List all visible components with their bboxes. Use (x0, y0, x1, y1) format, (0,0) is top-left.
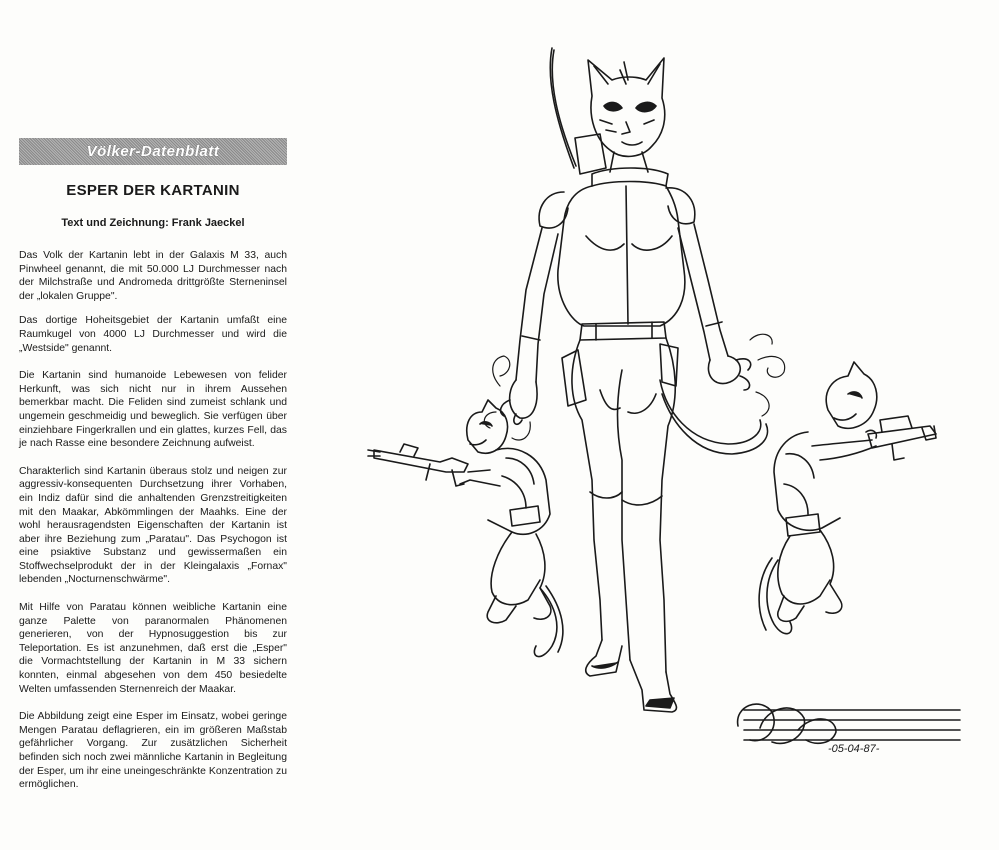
article-column (19, 138, 287, 792)
paragraph-6: Die Abbildung zeigt eine Esper im Einsatz, wobei geringe Mengen Paratau deflagrieren, ein im größeren Maßstab gefährlicher Vorgang. Zur zusätzlichen Sicherheit befinden sich noch zwei männliche Kartanin in Begleitung der Esper, um ihr eine uneingeschränkte Konzentration zu ermöglichen. (19, 711, 287, 791)
paratau-wisps (484, 334, 784, 440)
signature-date: -05-04-87- (828, 743, 880, 755)
escort-right-figure (759, 362, 936, 634)
paragraph-5: Mit Hilfe von Paratau können weibliche Kartanin eine ganze Palette von paranormalen Phänomenen generieren, von der Hypnosuggestion bis zur Teleportation. Es ist anzunehmen, daß erst die „Esper" die Vormachtstellung der Kartanin in M 33 sichern konnten, einmal abgesehen von dem 450 besiedelte Welten umfassenden Sternenreich der Maakar. (19, 602, 287, 695)
kartanin-illustration (360, 40, 990, 830)
paragraph-3: Die Kartanin sind humanoide Lebewesen von felider Herkunft, was sich nicht nur in ihrem Aussehen bemerkbar macht. Die Feliden sind zumeist schlank und ungemein geschmeidig und beweglich. Sie verfügen über einziehbare Fingerkrallen und ein glattes, kurzes Fell, das je nach Rasse eine besondere Zeichnung aufweist. (19, 370, 287, 450)
paragraph-4: Charakterlich sind Kartanin überaus stolz und neigen zur aggressiv-konsequenten Durchsetzung ihrer Vorhaben, ein Indiz dafür sind die anhaltenden Grenzstreitigkeiten mit den Maakar, Abkömmlingen der Maahks. Eine der wohl herausragendsten Eigenschaften der Kartanin ist aber ihre Beziehung zum „Paratau". Das Psychogon ist eine psiaktive Substanz und gewissermaßen ein Stoffwechselprodukt der in der Kleingalaxis „Fornax" lebenden „Nocturnenschwärme". (19, 465, 287, 586)
article-credits: Text und Zeichnung: Frank Jaeckel (61, 217, 245, 229)
banner-label: Völker-Datenblatt (86, 143, 220, 160)
section-banner (19, 138, 287, 165)
paragraph-2: Das dortige Hoheitsgebiet der Kartanin umfaßt eine Raumkugel von 4000 LJ Durchmesser und wird die „Westside" genannt. (19, 315, 287, 354)
escort-left-figure (368, 400, 563, 657)
artist-signature (738, 704, 960, 743)
article-title: ESPER DER KARTANIN (66, 182, 240, 199)
paragraph-1: Das Volk der Kartanin lebt in der Galaxis M 33, auch Pinwheel genannt, die mit 50.000 LJ Durchmesser nach der Milchstraße und Andromeda drittgrößte Sterneninsel der „lokalen Gruppe". (19, 250, 287, 302)
esper-figure (501, 48, 768, 712)
